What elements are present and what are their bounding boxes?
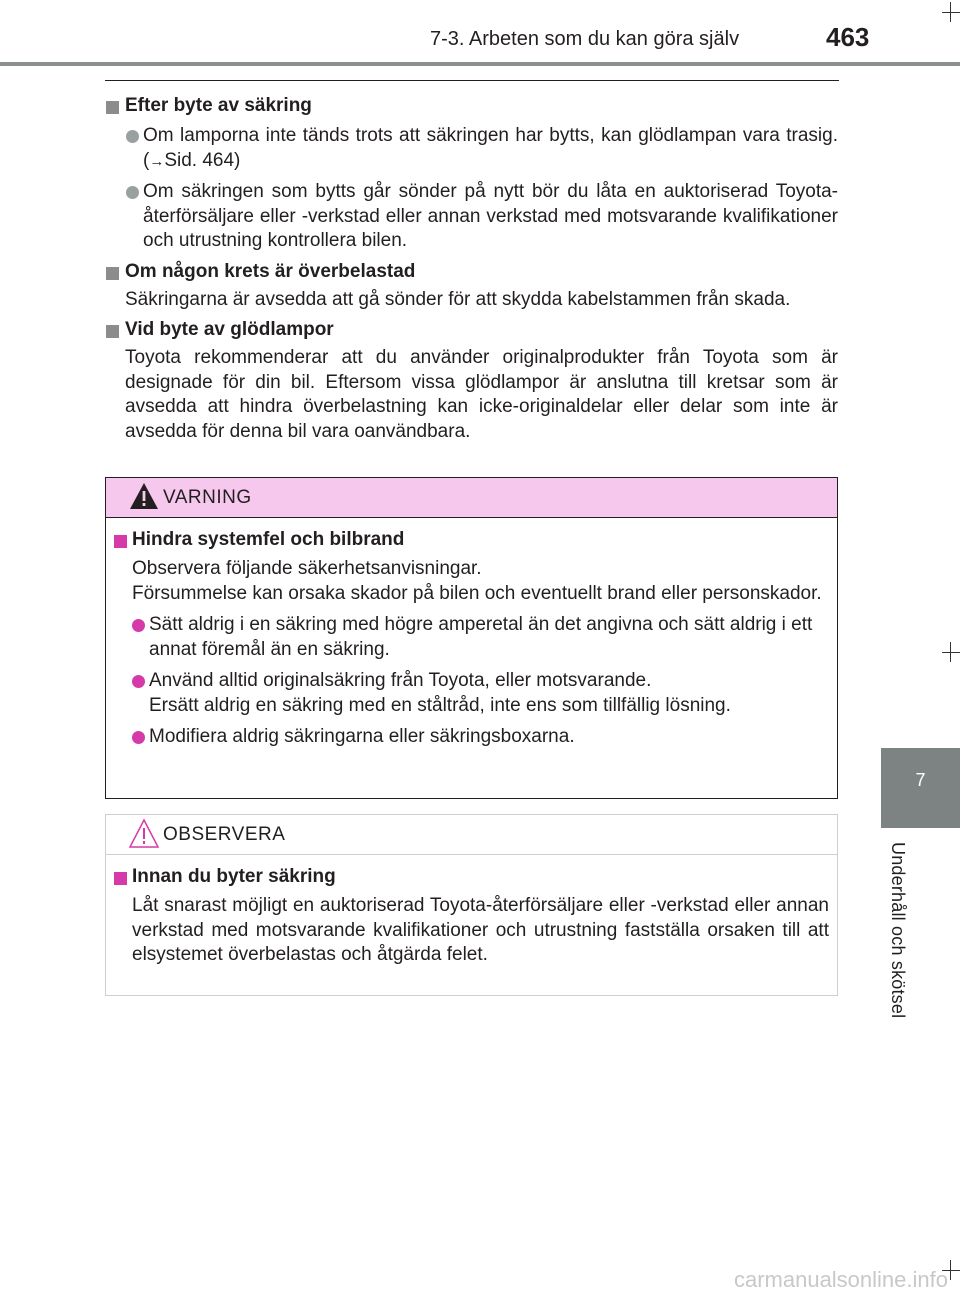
warning-heading <box>114 528 829 552</box>
warning-header <box>106 478 837 518</box>
content-rule <box>105 80 839 81</box>
square-bullet-icon <box>106 325 119 338</box>
list-item <box>105 124 838 174</box>
watermark: carmanualsonline.info <box>733 1267 948 1292</box>
square-bullet-icon <box>114 872 127 885</box>
section-heading <box>105 318 838 342</box>
list-item <box>114 613 829 662</box>
chapter-tab <box>881 748 960 828</box>
notice-title: OBSERVERA <box>163 824 286 845</box>
chapter-number: 7 <box>915 770 926 790</box>
notice-header <box>106 815 837 855</box>
header-rule <box>0 62 960 66</box>
crop-mark <box>942 652 960 653</box>
arrow-right-icon: → <box>149 152 165 170</box>
bullet-text: Om lamporna inte tänds trots att säkringen har bytts, kan glödlampan vara trasig. ( <box>143 125 838 171</box>
round-bullet-icon <box>126 186 139 199</box>
warning-body <box>106 518 837 750</box>
warning-intro <box>114 557 829 606</box>
bullet-text: Använd alltid originalsäkring från Toyota, eller motsvarande. <box>149 670 652 691</box>
chapter-label: Underhåll och skötsel <box>888 842 908 1019</box>
section-heading <box>105 260 838 284</box>
notice-triangle-outline-icon <box>128 818 160 850</box>
list-item <box>114 725 829 750</box>
notice-heading <box>114 865 829 889</box>
notice-box <box>105 814 838 996</box>
paragraph: Säkringarna är avsedda att gå sönder för att skydda kabelstammen från skada. <box>125 288 791 310</box>
round-bullet-icon <box>132 619 145 632</box>
list-item <box>114 669 829 718</box>
warning-title: VARNING <box>163 487 252 508</box>
bullet-text: Om säkringen som bytts går sönder på nytt bör du låta en auktoriserad Toyota-återförsäljare eller -verkstad eller annan verkstad med motsvarande kvalifikationer och utrustning kontrollera bilen. <box>143 181 838 251</box>
page-reference-link[interactable]: Sid. 464) <box>164 149 241 171</box>
warning-box <box>105 477 838 799</box>
square-bullet-icon <box>114 535 127 548</box>
heading-text: Efter byte av säkring <box>125 95 312 116</box>
crop-mark <box>950 2 951 22</box>
heading-text: Innan du byter säkring <box>132 866 336 887</box>
round-bullet-icon <box>126 130 139 143</box>
main-content <box>105 88 838 444</box>
bullet-text: Sätt aldrig i en säkring med högre amperetal än det angivna och sätt aldrig i ett annat föremål än en säkring. <box>149 614 813 660</box>
list-item <box>105 180 838 254</box>
square-bullet-icon <box>106 101 119 114</box>
crop-mark <box>942 12 960 13</box>
round-bullet-icon <box>132 675 145 688</box>
heading-text: Vid byte av glödlampor <box>125 319 334 340</box>
round-bullet-icon <box>132 731 145 744</box>
section-title: 7-3. Arbeten som du kan göra själv <box>430 28 740 50</box>
bullet-text: Modifiera aldrig säkringarna eller säkringsboxarna. <box>149 726 575 747</box>
square-bullet-icon <box>106 267 119 280</box>
intro-line: Försummelse kan orsaka skador på bilen och eventuellt brand eller personskador. <box>132 582 822 604</box>
section-heading <box>105 94 838 118</box>
notice-body <box>106 855 837 968</box>
bullet-text: Ersätt aldrig en säkring med en ståltråd, inte ens som tillfällig lösning. <box>149 694 731 716</box>
intro-line: Observera följande säkerhetsanvisningar. <box>132 558 482 579</box>
heading-text: Om någon krets är överbelastad <box>125 260 416 282</box>
page-number: 463 <box>826 22 870 52</box>
crop-mark <box>950 1260 951 1280</box>
paragraph: Toyota rekommenderar att du använder originalprodukter från Toyota som är designade för din bil. Eftersom vissa glödlampor är anslutna till kretsar som är avsedda att hindra överbelastning kan icke-originaldelar eller delar som inte är avsedda för denna bil vara oanvändbara. <box>125 347 838 442</box>
heading-text: Hindra systemfel och bilbrand <box>132 529 405 550</box>
notice-paragraph: Låt snarast möjligt en auktoriserad Toyota-återförsäljare eller -verkstad eller annan verkstad med motsvarande kvalifikationer och utrustning fastställa orsaken till att elsystemet överbelastas och åtgärda felet. <box>132 895 829 965</box>
warning-triangle-icon <box>128 481 160 511</box>
crop-mark <box>950 642 951 662</box>
